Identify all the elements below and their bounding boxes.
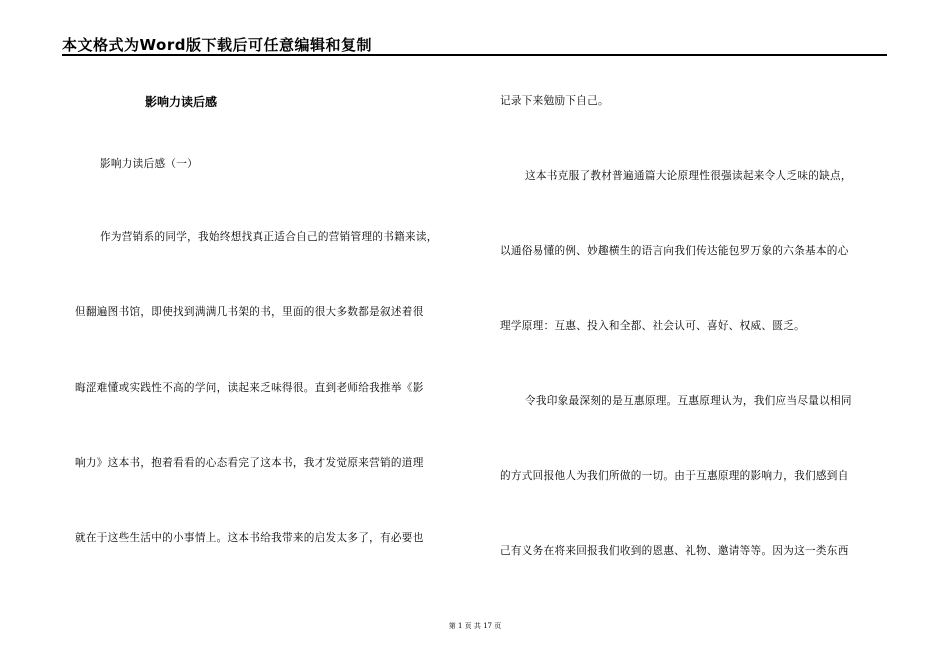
body-line: 记录下来勉励下自己。 bbox=[500, 95, 609, 107]
body-line: 以通俗易懂的例、妙趣横生的语言向我们传达能包罗万象的六条基本的心 bbox=[500, 245, 849, 257]
body-line: 响力》这本书，抱着看看的心态看完了这本书，我才发觉原来营销的道理 bbox=[75, 457, 424, 469]
body-line: 这本书克服了教材普遍通篇大论原理性很强读起来令人乏味的缺点， bbox=[525, 170, 852, 182]
document-title: 影响力读后感 bbox=[145, 95, 218, 109]
body-line: 的方式回报他人为我们所做的一切。由于互惠原理的影响力，我们感到自 bbox=[500, 470, 849, 482]
page-number: 第 1 页 共 17 页 bbox=[448, 622, 502, 630]
body-line: 影响力读后感（一） bbox=[100, 158, 199, 170]
header-divider bbox=[62, 54, 887, 56]
body-line: 但翻遍图书馆，即使找到满满几书架的书，里面的很大多数都是叙述着很 bbox=[75, 306, 424, 318]
body-line: 令我印象最深刻的是互惠原理。互惠原理认为，我们应当尽量以相同 bbox=[525, 395, 852, 407]
body-line: 晦涩难懂或实践性不高的学问，读起来乏味得很。直到老师给我推举《影 bbox=[75, 382, 424, 394]
document-header-title: 本文格式为Word版下载后可任意编辑和复制 bbox=[62, 36, 372, 54]
body-line: 作为营销系的同学，我始终想找真正适合自己的营销管理的书籍来读， bbox=[100, 231, 438, 243]
body-line: 就在于这些生活中的小事情上。这本书给我带来的启发太多了，有必要也 bbox=[75, 532, 424, 544]
body-line: 理学原理：互惠、投入和全都、社会认可、喜好、权威、匮乏。 bbox=[500, 320, 806, 332]
body-line: 己有义务在将来回报我们收到的恩惠、礼物、邀请等等。因为这一类东西 bbox=[500, 545, 849, 557]
